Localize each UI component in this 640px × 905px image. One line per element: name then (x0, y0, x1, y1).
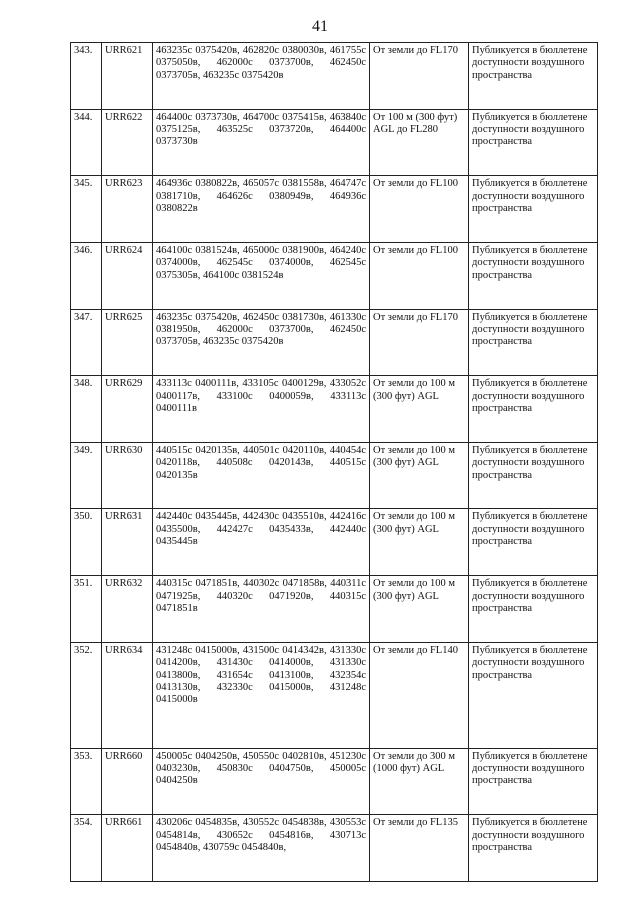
zone-coordinates: 433113с 0400111в, 433105с 0400129в, 433052с 0400117в, 433100с 0400059в, 433113с 0400111в (153, 376, 370, 443)
publication-note: Публикуется в бюллетене доступности воздушного пространства (469, 509, 598, 576)
zone-identifier: URR623 (102, 176, 153, 243)
zone-identifier: URR625 (102, 309, 153, 376)
zone-coordinates: 430206с 0454835в, 430552с 0454838в, 430553с 0454814в, 430652с 0454816в, 430713с 0454840в, 430759с 0454840в, (153, 815, 370, 882)
table-row (71, 376, 598, 443)
table-row (71, 176, 598, 243)
vertical-limits: От земли до 300 м (1000 фут) AGL (370, 748, 469, 815)
publication-note: Публикуется в бюллетене доступности воздушного пространства (469, 309, 598, 376)
row-number: 345. (71, 176, 102, 243)
row-number: 346. (71, 242, 102, 309)
row-number: 352. (71, 642, 102, 748)
publication-note: Публикуется в бюллетене доступности воздушного пространства (469, 815, 598, 882)
table-row (71, 109, 598, 176)
zone-coordinates: 442440с 0435445в, 442430с 0435510в, 442416с 0435500в, 442427с 0435433в, 442440с 0435445в (153, 509, 370, 576)
table-row (71, 509, 598, 576)
publication-note: Публикуется в бюллетене доступности воздушного пространства (469, 176, 598, 243)
table-row (71, 309, 598, 376)
table-row (71, 748, 598, 815)
vertical-limits: От земли до FL100 (370, 242, 469, 309)
vertical-limits: От земли до 100 м (300 фут) AGL (370, 376, 469, 443)
vertical-limits: От земли до FL100 (370, 176, 469, 243)
row-number: 351. (71, 576, 102, 643)
zone-coordinates: 463235с 0375420в, 462820с 0380030в, 461755с 0375050в, 462000с 0373700в, 462450с 0373705в, 463235с 0375420в (153, 43, 370, 110)
zone-coordinates: 463235с 0375420в, 462450с 0381730в, 461330с 0381950в, 462000с 0373700в, 462450с 0373705в, 463235с 0375420в (153, 309, 370, 376)
row-number: 347. (71, 309, 102, 376)
vertical-limits: От земли до 100 м (300 фут) AGL (370, 509, 469, 576)
vertical-limits: От земли до FL135 (370, 815, 469, 882)
row-number: 344. (71, 109, 102, 176)
publication-note: Публикуется в бюллетене доступности воздушного пространства (469, 109, 598, 176)
zone-identifier: URR629 (102, 376, 153, 443)
zone-coordinates: 440515с 0420135в, 440501с 0420110в, 440454с 0420118в, 440508с 0420143в, 440515с 0420135в (153, 442, 370, 509)
zone-coordinates: 431248с 0415000в, 431500с 0414342в, 431330с 0414200в, 431430с 0414000в, 431330с 0413800в, 431654с 0413100в, 432354с 0413130в, 432330с 0415000в, 431248с 0415000в (153, 642, 370, 748)
row-number: 350. (71, 509, 102, 576)
zone-identifier: URR630 (102, 442, 153, 509)
airspace-table-container (70, 42, 598, 882)
zone-identifier: URR624 (102, 242, 153, 309)
publication-note: Публикуется в бюллетене доступности воздушного пространства (469, 642, 598, 748)
zone-identifier: URR622 (102, 109, 153, 176)
row-number: 343. (71, 43, 102, 110)
zone-identifier: URR660 (102, 748, 153, 815)
vertical-limits: От земли до 100 м (300 фут) AGL (370, 576, 469, 643)
publication-note: Публикуется в бюллетене доступности воздушного пространства (469, 43, 598, 110)
page-number: 41 (312, 18, 328, 35)
zone-identifier: URR632 (102, 576, 153, 643)
table-row (71, 43, 598, 110)
airspace-table (70, 42, 598, 882)
row-number: 349. (71, 442, 102, 509)
vertical-limits: От земли до 100 м (300 фут) AGL (370, 442, 469, 509)
zone-coordinates: 464400с 0373730в, 464700с 0375415в, 463840с 0375125в, 463525с 0373720в, 464400с 0373730в (153, 109, 370, 176)
vertical-limits: От земли до FL140 (370, 642, 469, 748)
table-row (71, 815, 598, 882)
table-row (71, 442, 598, 509)
table-row (71, 576, 598, 643)
zone-identifier: URR631 (102, 509, 153, 576)
vertical-limits: От 100 м (300 фут) AGL до FL280 (370, 109, 469, 176)
row-number: 354. (71, 815, 102, 882)
table-row (71, 242, 598, 309)
zone-coordinates: 450005с 0404250в, 450550с 0402810в, 451230с 0403230в, 450830с 0404750в, 450005с 0404250в (153, 748, 370, 815)
publication-note: Публикуется в бюллетене доступности воздушного пространства (469, 442, 598, 509)
vertical-limits: От земли до FL170 (370, 309, 469, 376)
row-number: 353. (71, 748, 102, 815)
zone-identifier: URR661 (102, 815, 153, 882)
table-row (71, 642, 598, 748)
zone-identifier: URR621 (102, 43, 153, 110)
publication-note: Публикуется в бюллетене доступности воздушного пространства (469, 748, 598, 815)
zone-identifier: URR634 (102, 642, 153, 748)
zone-coordinates: 464100с 0381524в, 465000с 0381900в, 464240с 0374000в, 462545с 0374000в, 462545с 0375305в, 464100с 0381524в (153, 242, 370, 309)
publication-note: Публикуется в бюллетене доступности воздушного пространства (469, 376, 598, 443)
publication-note: Публикуется в бюллетене доступности воздушного пространства (469, 242, 598, 309)
row-number: 348. (71, 376, 102, 443)
zone-coordinates: 464936с 0380822в, 465057с 0381558в, 464747с 0381710в, 464626с 0380949в, 464936с 0380822в (153, 176, 370, 243)
publication-note: Публикуется в бюллетене доступности воздушного пространства (469, 576, 598, 643)
zone-coordinates: 440315с 0471851в, 440302с 0471858в, 440311с 0471925в, 440320с 0471920в, 440315с 0471851в (153, 576, 370, 643)
vertical-limits: От земли до FL170 (370, 43, 469, 110)
